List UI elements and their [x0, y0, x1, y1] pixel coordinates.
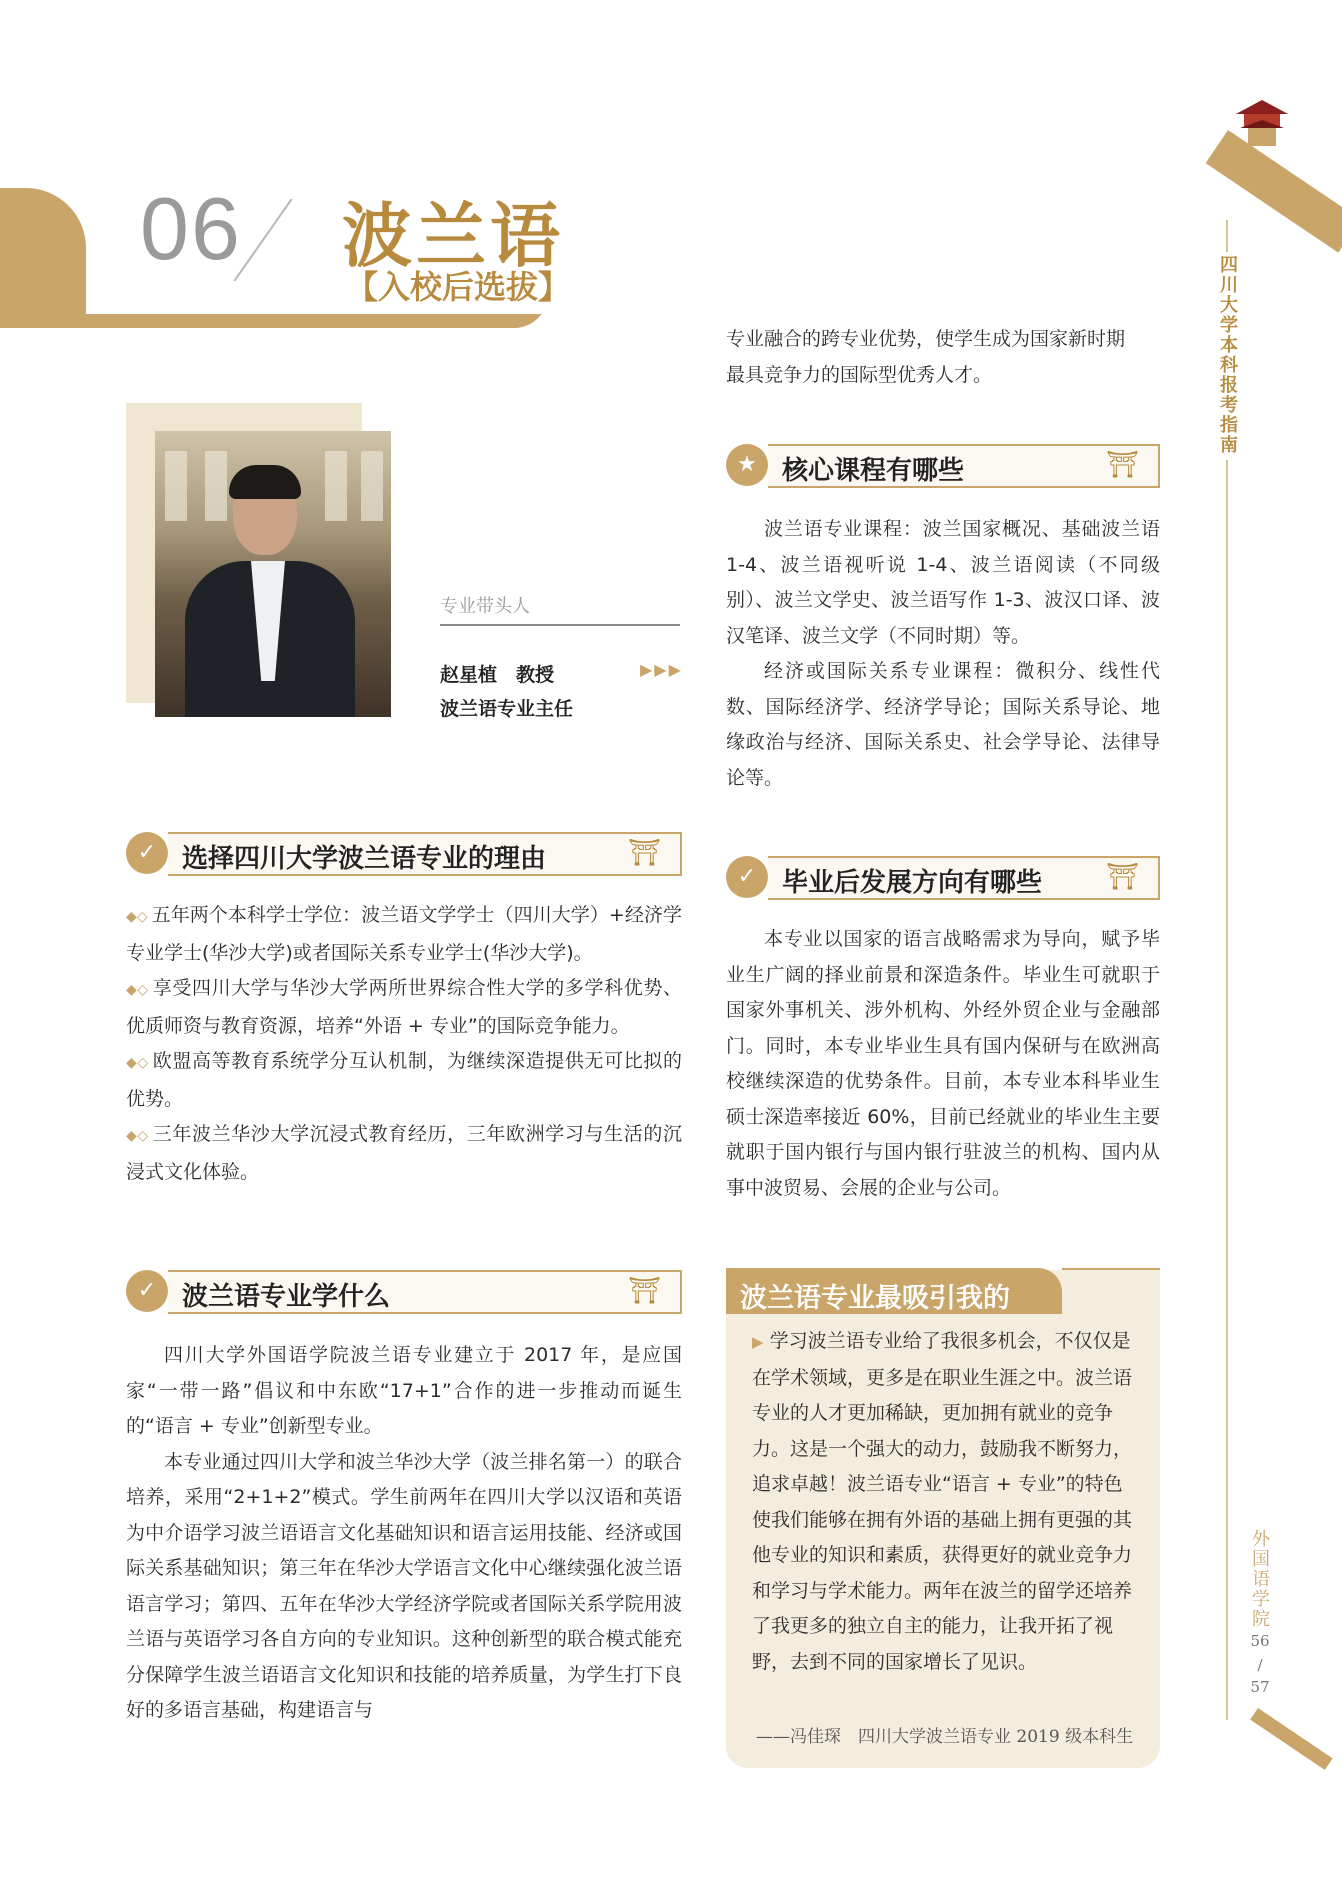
diamond-bullet-icon: ◆◇	[126, 1128, 149, 1144]
why-choose-list	[126, 898, 682, 1190]
core-courses-paragraph: 波兰语专业课程：波兰国家概况、基础波兰语 1-4、波兰语视听说 1-4、波兰语阅读（不同级别）、波兰文学史、波兰语写作 1-3、波汉口译、波汉笔译、波兰文学（不同时期）等。	[726, 518, 1160, 647]
testimonial-signature: ——冯佳琛 四川大学波兰语专业 2019 级本科生	[756, 1727, 1134, 1747]
career-text	[726, 922, 1160, 1206]
what-learn-paragraph: 四川大学外国语学院波兰语专业建立于 2017 年，是应国家“一带一路”倡议和中东欧“17+1”合作的进一步推动而诞生的“语言 + 专业”创新型专业。	[126, 1344, 682, 1437]
list-item: ◆◇ 享受四川大学与华沙大学两所世界综合性大学的多学科优势、优质师资与教育资源，培养“外语 + 专业”的国际竞争能力。	[126, 977, 682, 1037]
page-subtitle: 【入校后选拔】	[346, 268, 571, 306]
leader-photo	[155, 431, 391, 717]
gate-icon: ⛩	[1106, 450, 1140, 480]
intro-continued	[726, 322, 1160, 393]
leader-arrows-icon: ▶▶▶	[640, 660, 683, 679]
diamond-bullet-icon: ◆◇	[126, 1055, 149, 1071]
list-item: ◆◇ 五年两个本科学士学位：波兰语文学学士（四川大学）+经济学专业学士(华沙大学)或者国际关系专业学士(华沙大学)。	[126, 904, 682, 964]
page-number-left: 56	[1250, 1632, 1270, 1650]
leader-divider	[440, 624, 680, 626]
list-item: ◆◇ 欧盟高等教育系统学分互认机制，为继续深造提供无可比拟的优势。	[126, 1050, 682, 1110]
triangle-marker-icon: ▶	[752, 1333, 764, 1351]
section-number: 06	[140, 179, 242, 278]
what-learn-text	[126, 1338, 682, 1729]
page-title: 波兰语	[342, 194, 564, 277]
diamond-bullet-icon: ◆◇	[126, 982, 149, 998]
check-icon: ✓	[126, 1270, 168, 1312]
section-title: 毕业后发展方向有哪些	[782, 868, 1043, 898]
section-header-core-courses	[726, 444, 1160, 488]
gate-icon: ⛩	[628, 838, 662, 868]
leader-name: 赵星植 教授	[440, 664, 555, 686]
core-courses-text	[726, 512, 1160, 796]
leader-label: 专业带头人	[440, 596, 530, 617]
sidebar-department: 外国语学院	[1252, 1529, 1270, 1630]
section-header-what-learn	[126, 1270, 682, 1314]
leader-role: 波兰语专业主任	[440, 698, 574, 720]
corner-stripe-bottom	[1250, 1708, 1332, 1770]
testimonial-title: 波兰语专业最吸引我的	[740, 1283, 1010, 1314]
testimonial-tab-line	[1062, 1268, 1160, 1270]
career-paragraph: 本专业以国家的语言战略需求为导向，赋予毕业生广阔的择业前景和深造条件。毕业生可就职于国家外事机关、涉外机构、外经外贸企业与金融部门。同时，本专业毕业生具有国内保研与在欧洲高校继续深造的优势条件。目前，本专业本科毕业生硕士深造率接近 60%，目前已经就业的毕业生主要就职于国内银行与国内银行驻波兰的机构、国内从事中波贸易、会展的企业与公司。	[726, 928, 1160, 1199]
pagoda-icon	[1232, 96, 1292, 148]
page-number-right: 57	[1250, 1678, 1270, 1696]
page-number-separator: /	[1257, 1656, 1263, 1674]
diamond-bullet-icon: ◆◇	[126, 909, 148, 925]
check-icon: ✓	[726, 856, 768, 898]
section-title: 核心课程有哪些	[782, 456, 965, 486]
core-courses-paragraph: 经济或国际关系专业课程：微积分、线性代数、国际经济学、经济学导论；国际关系导论、地缘政治与经济、国际关系史、社会学导论、法律导论等。	[726, 660, 1160, 789]
star-icon: ★	[726, 444, 768, 486]
intro-line: 专业融合的跨专业优势，使学生成为国家新时期	[726, 328, 1126, 350]
gate-icon: ⛩	[1106, 862, 1140, 892]
section-header-why-choose	[126, 832, 682, 876]
section-header-career	[726, 856, 1160, 900]
intro-line: 最具竞争力的国际型优秀人才。	[726, 363, 993, 386]
what-learn-paragraph: 本专业通过四川大学和波兰华沙大学（波兰排名第一）的联合培养，采用“2+1+2”模式。学生前两年在四川大学以汉语和英语为中介语学习波兰语语言文化基础知识和语言运用技能、经济或国际关系基础知识；第三年在华沙大学语言文化中心继续强化波兰语语言学习；第四、五年在华沙大学经济学院或者国际关系学院用波兰语与英语学习各自方向的专业知识。这种创新型的联合模式能充分保障学生波兰语语言文化知识和技能的培养质量，为学生打下良好的多语言基础，构建语言与	[126, 1450, 682, 1721]
list-item: ◆◇ 三年波兰华沙大学沉浸式教育经历，三年欧洲学习与生活的沉浸式文化体验。	[126, 1123, 682, 1183]
gate-icon: ⛩	[628, 1276, 662, 1306]
check-icon: ✓	[126, 832, 168, 874]
testimonial-quote: ▶ 学习波兰语专业给了我很多机会，不仅仅是在学术领域，更多是在职业生涯之中。波兰语专业的人才更加稀缺，更加拥有就业的竞争力。这是一个强大的动力，鼓励我不断努力，追求卓越！波兰语专业“语言 + 专业”的特色使我们能够在拥有外语的基础上拥有更强的其他专业的知识和素质，获得更好的就业竞争力和学习与学术能力。两年在波兰的留学还培养了我更多的独立自主的能力，让我开拓了视野，去到不同的国家增长了见识。	[752, 1330, 1133, 1673]
section-title: 波兰语专业学什么	[182, 1282, 391, 1312]
section-title: 选择四川大学波兰语专业的理由	[182, 844, 547, 874]
sidebar-guide-title: 四川大学本科报考指南	[1218, 252, 1240, 460]
